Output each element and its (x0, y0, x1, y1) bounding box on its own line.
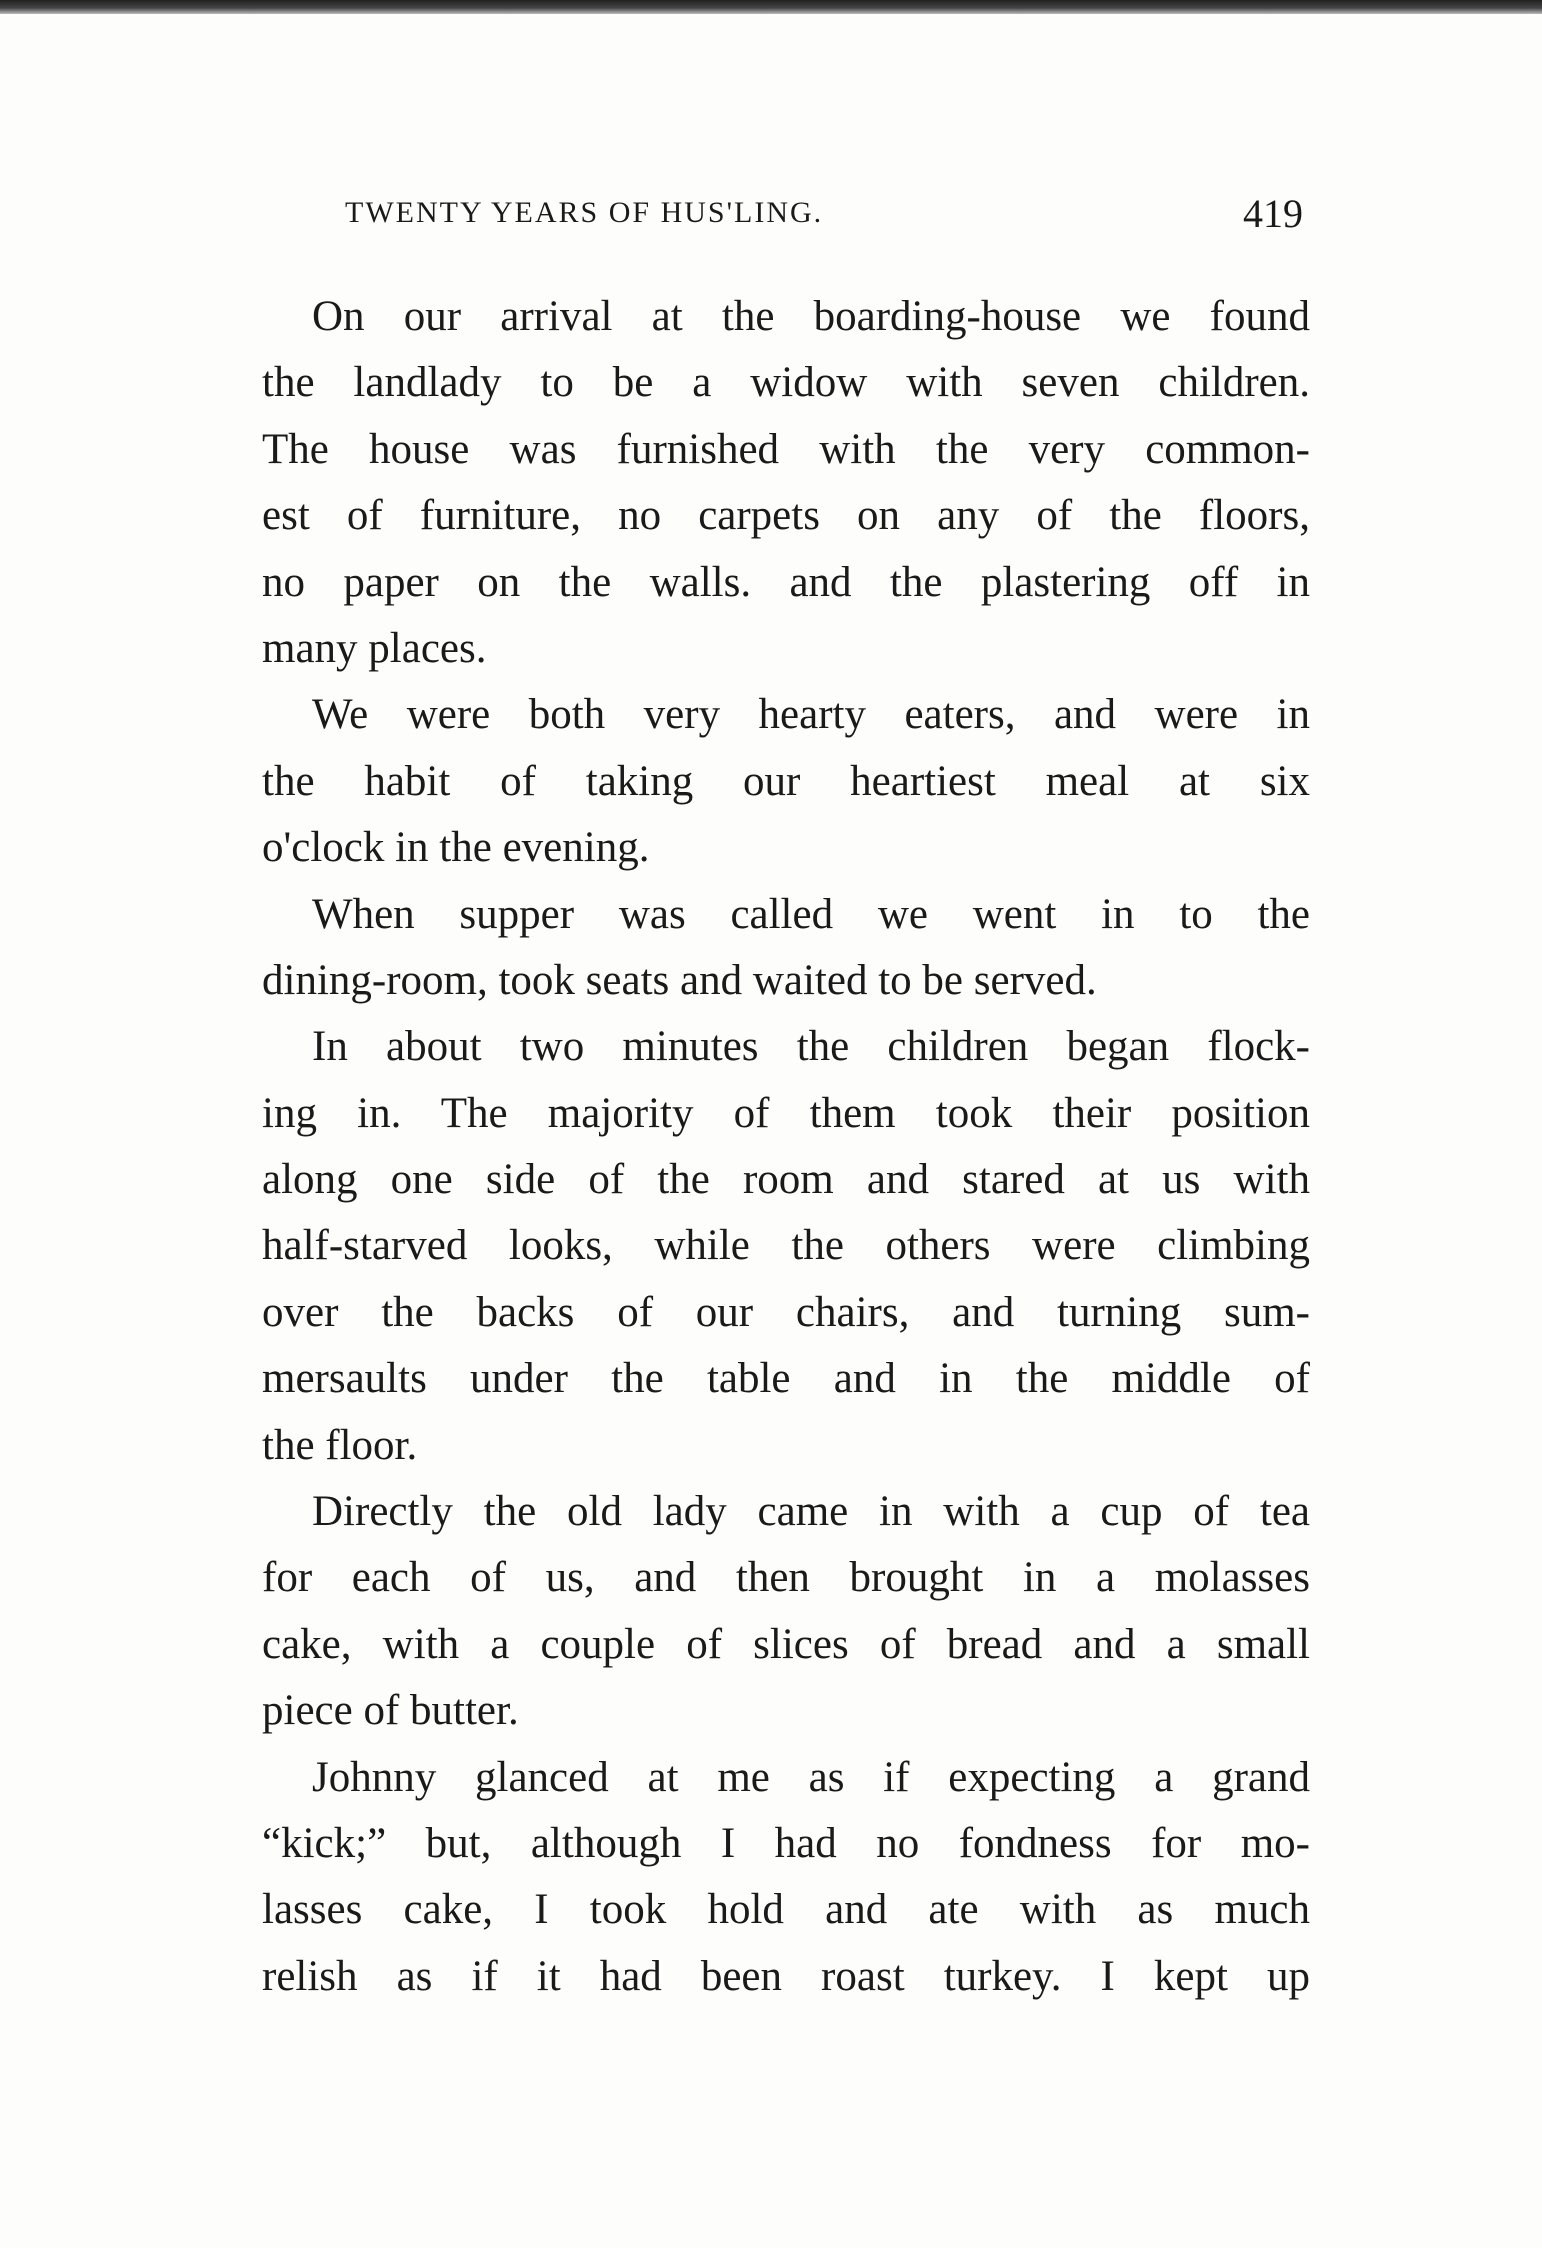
text-line: dining-room, took seats and waited to be served. (262, 956, 1097, 1004)
paragraph (262, 1745, 1310, 2011)
text-line: On our arrival at the boarding-house we found (312, 293, 1310, 340)
text-line: o'clock in the evening. (262, 824, 650, 872)
text-line: Directly the old lady came in with a cup of tea (312, 1488, 1310, 1536)
text-line: mersaults under the table and in the middle of (262, 1355, 1310, 1403)
text-line: In about two minutes the children began flock- (312, 1023, 1310, 1071)
text-line: ing in. The majority of them took their position (262, 1089, 1310, 1137)
text-line: the habit of taking our heartiest meal at six (262, 757, 1310, 805)
text-line: est of furniture, no carpets on any of the floors, (262, 492, 1310, 540)
text-line: for each of us, and then brought in a molasses (262, 1554, 1310, 1602)
text-line: along one side of the room and stared at us with (262, 1156, 1310, 1204)
text-line: no paper on the walls. and the plastering off in (262, 558, 1310, 606)
text-line: cake, with a couple of slices of bread and a small (262, 1620, 1310, 1668)
text-line: The house was furnished with the very common- (262, 425, 1310, 473)
text-line: We were both very hearty eaters, and were in (312, 691, 1310, 739)
paragraph (262, 1014, 1310, 1479)
page-number: 419 (1243, 191, 1303, 236)
text-line: the landlady to be a widow with seven children. (262, 359, 1310, 407)
paragraph (262, 682, 1310, 881)
text-line: half-starved looks, while the others were climbing (262, 1222, 1310, 1270)
text-line: lasses cake, I took hold and ate with as much (262, 1886, 1310, 1934)
text-line: many places. (262, 624, 487, 672)
running-title: TWENTY YEARS OF HUS'LING. (345, 196, 824, 229)
text-line: the floor. (262, 1421, 418, 1469)
text-line: over the backs of our chairs, and turning sum- (262, 1288, 1310, 1336)
paragraph (262, 882, 1310, 1015)
text-line: relish as if it had been roast turkey. I kept up (262, 1952, 1310, 2000)
text-line: “kick;” but, although I had no fondness for mo- (262, 1819, 1310, 1867)
text-line: piece of butter. (262, 1687, 519, 1735)
paragraph (262, 284, 1310, 682)
scan-edge (0, 0, 1542, 14)
page-body (262, 284, 1310, 2010)
paragraph (262, 1479, 1310, 1745)
text-line: Johnny glanced at me as if expecting a grand (312, 1753, 1310, 1801)
text-line: When supper was called we went in to the (312, 890, 1310, 938)
